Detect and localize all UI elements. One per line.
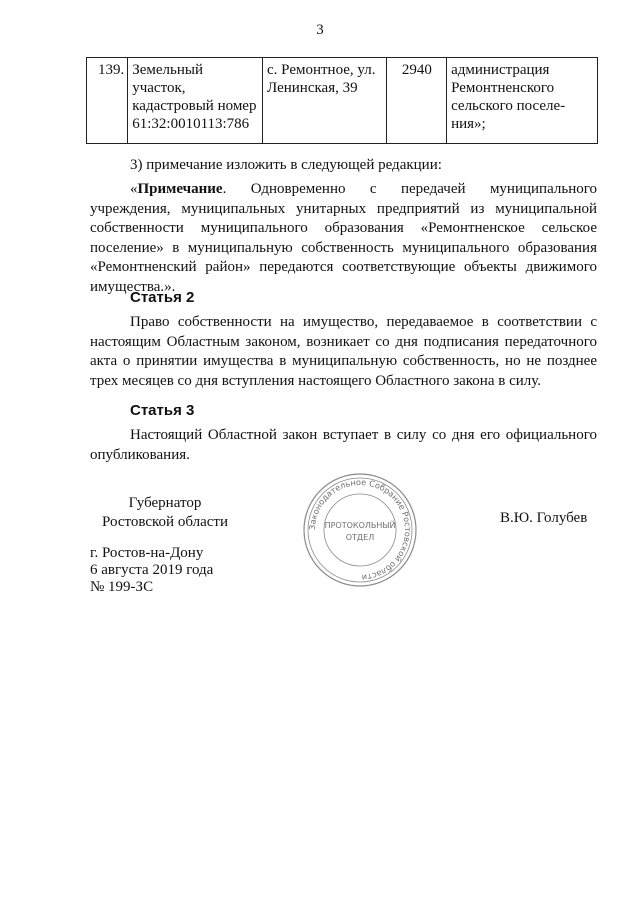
amendment-item [90,156,597,176]
place: г. Ростов-на-Дону [90,545,204,561]
objects-table [86,57,598,144]
item-3-text: 3) примечание изложить в следующей редакции: [130,157,442,173]
note-label: Примечание [137,181,223,197]
stamp-line-2: ОТДЕЛ [345,533,375,542]
stamp-center-ring [324,494,396,566]
note-paragraph [90,180,597,297]
signatory-name: В.Ю. Голубев [500,510,588,526]
date: 6 августа 2019 года [90,562,214,578]
stamp-ring-text: Законодательное Собрание Ростовской области [306,476,414,584]
row-number: 139. [87,58,128,144]
position-line-1: Губернатор [128,495,202,511]
article-3-text: Настоящий Областной закон вступает в силу со дня его официального опубликования. [90,427,597,463]
article-3-body [90,426,597,465]
place-date-block [90,545,213,596]
article-2-body [90,313,597,391]
signatory-position [90,494,240,532]
row-object: Земельный участок, кадастровый номер 61:32:0010113:786 [128,58,263,144]
law-number: № 199-ЗС [90,579,154,595]
row-area: 2940 [386,58,446,144]
row-address: с. Ремонтное, ул. Ленинская, 39 [263,58,387,144]
article-2-title: Статья 2 [130,289,195,306]
page-number: 3 [316,22,324,38]
note-open-quote: « [130,181,138,197]
stamp-line-1: ПРОТОКОЛЬНЫЙ [324,521,396,530]
position-line-2: Ростовской области [102,514,228,530]
article-3-title: Статья 3 [130,402,195,419]
row-owner: администрация Ремонтненского сельского поселе-ния»; [447,58,598,144]
article-2-text: Право собственности на имущество, передаваемое в соответствии с настоящим Областным законом, возникает со дня подписания передаточного акта о принятии имущества в муниципальную собственность, но не позднее трех месяцев со дня вступления настоящего Областного закона в силу. [90,314,597,389]
stamp-outer-ring [304,474,416,586]
note-text: . Одновременно с передачей муниципального учреждения, муниципальных унитарных предприятий из муниципальной собственности муниципального образования «Ремонтненское сельское поселение» в муниципальную собственность муниципального образования «Ремонтненский район» передаются соответствующие объекты движимого имущества.». [90,181,597,295]
stamp-seal [300,470,420,590]
table-row [87,58,598,144]
